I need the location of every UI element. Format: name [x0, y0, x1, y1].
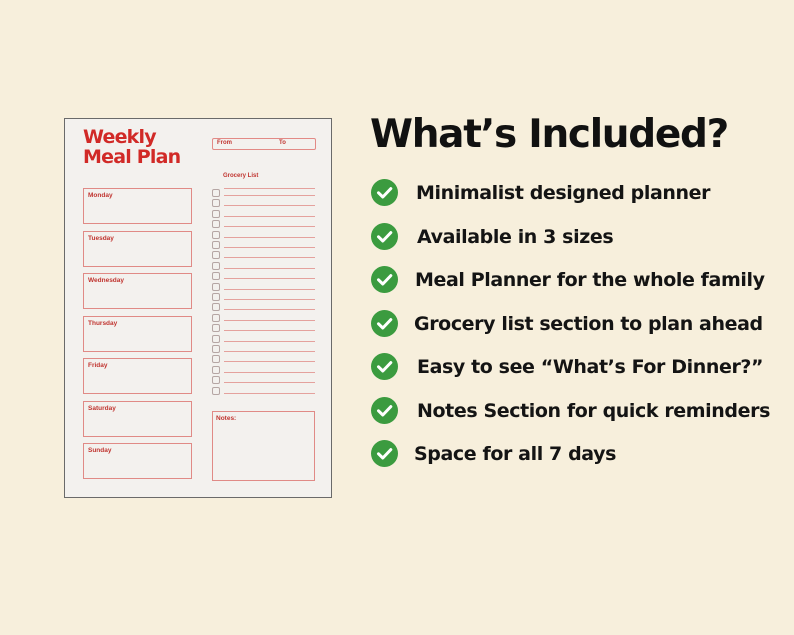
check-circle-icon	[371, 310, 398, 337]
grocery-line	[224, 309, 315, 310]
grocery-line	[224, 257, 315, 258]
meal-planner-preview	[64, 118, 332, 498]
day-label: Thursday	[88, 320, 118, 327]
grocery-list-title: Grocery List	[223, 173, 259, 179]
feature-item	[371, 179, 791, 209]
checkbox-icon	[212, 199, 220, 207]
grocery-row	[212, 314, 315, 323]
grocery-row	[212, 366, 315, 375]
page-heading: What’s Included?	[370, 112, 728, 157]
grocery-line	[224, 268, 315, 269]
day-box-wednesday	[83, 273, 192, 309]
day-label: Wednesday	[88, 277, 125, 284]
checkbox-icon	[212, 387, 220, 395]
grocery-line	[224, 361, 315, 362]
grocery-line	[224, 247, 315, 248]
grocery-line	[224, 393, 315, 394]
checkbox-icon	[212, 293, 220, 301]
checkbox-icon	[212, 210, 220, 218]
day-label: Monday	[88, 192, 113, 199]
grocery-row	[212, 210, 315, 219]
checkbox-icon	[212, 303, 220, 311]
day-label: Sunday	[88, 447, 112, 454]
grocery-line	[224, 226, 315, 227]
checkbox-icon	[212, 355, 220, 363]
feature-label: Minimalist designed planner	[416, 182, 711, 204]
from-label: From	[217, 140, 232, 146]
grocery-row	[212, 272, 315, 281]
grocery-row	[212, 303, 315, 312]
grocery-row	[212, 262, 315, 271]
grocery-row	[212, 220, 315, 229]
day-box-friday	[83, 358, 192, 394]
day-box-monday	[83, 188, 192, 224]
planner-title-line-1: Weekly	[83, 126, 156, 148]
checkbox-icon	[212, 231, 220, 239]
checkbox-icon	[212, 314, 220, 322]
grocery-row	[212, 376, 315, 385]
grocery-line	[224, 351, 315, 352]
planner-title-line-2: Meal Plan	[83, 146, 181, 168]
grocery-row	[212, 241, 315, 250]
feature-item	[371, 397, 791, 427]
grocery-line	[224, 299, 315, 300]
feature-item	[371, 310, 791, 340]
checkbox-icon	[212, 376, 220, 384]
checkbox-icon	[212, 189, 220, 197]
grocery-line	[224, 320, 315, 321]
checkbox-icon	[212, 335, 220, 343]
grocery-row	[212, 251, 315, 260]
grocery-row	[212, 199, 315, 208]
feature-label: Easy to see “What’s For Dinner?”	[417, 356, 764, 378]
feature-label: Grocery list section to plan ahead	[414, 313, 763, 335]
checkbox-icon	[212, 220, 220, 228]
notes-box	[212, 411, 315, 481]
to-label: To	[279, 140, 286, 146]
grocery-line	[224, 237, 315, 238]
day-box-sunday	[83, 443, 192, 479]
grocery-line	[224, 341, 315, 342]
grocery-line	[224, 382, 315, 383]
check-circle-icon	[371, 179, 398, 206]
grocery-line	[224, 216, 315, 217]
feature-label: Notes Section for quick reminders	[417, 400, 770, 422]
checkbox-icon	[212, 272, 220, 280]
grocery-row	[212, 283, 315, 292]
grocery-row	[212, 355, 315, 364]
grocery-line	[224, 195, 315, 196]
grocery-line	[224, 372, 315, 373]
day-box-saturday	[83, 401, 192, 437]
checkbox-icon	[212, 251, 220, 259]
day-label: Saturday	[88, 405, 116, 412]
checkbox-icon	[212, 366, 220, 374]
grocery-row	[212, 293, 315, 302]
check-circle-icon	[371, 223, 398, 250]
grocery-row	[212, 324, 315, 333]
grocery-line	[224, 278, 315, 279]
day-label: Tuesday	[88, 235, 114, 242]
checkbox-icon	[212, 345, 220, 353]
checkbox-icon	[212, 262, 220, 270]
grocery-row	[212, 387, 315, 396]
grocery-row	[212, 231, 315, 240]
feature-item	[371, 266, 791, 296]
check-circle-icon	[371, 353, 398, 380]
feature-item	[371, 353, 791, 383]
grocery-row	[212, 335, 315, 344]
grocery-row	[212, 345, 315, 354]
feature-label: Meal Planner for the whole family	[415, 269, 765, 291]
checkbox-icon	[212, 241, 220, 249]
feature-item	[371, 440, 791, 470]
feature-label: Available in 3 sizes	[417, 226, 614, 248]
grocery-row	[212, 189, 315, 198]
feature-item	[371, 223, 791, 253]
day-box-tuesday	[83, 231, 192, 267]
notes-label: Notes:	[216, 415, 237, 422]
checkbox-icon	[212, 283, 220, 291]
grocery-line	[224, 289, 315, 290]
check-circle-icon	[371, 266, 398, 293]
day-box-thursday	[83, 316, 192, 352]
grocery-line	[224, 205, 315, 206]
day-label: Friday	[88, 362, 108, 369]
grocery-line	[224, 330, 315, 331]
check-circle-icon	[371, 440, 398, 467]
date-range-box	[212, 138, 316, 150]
check-circle-icon	[371, 397, 398, 424]
checkbox-icon	[212, 324, 220, 332]
planner-title	[83, 127, 180, 167]
feature-label: Space for all 7 days	[414, 443, 617, 465]
